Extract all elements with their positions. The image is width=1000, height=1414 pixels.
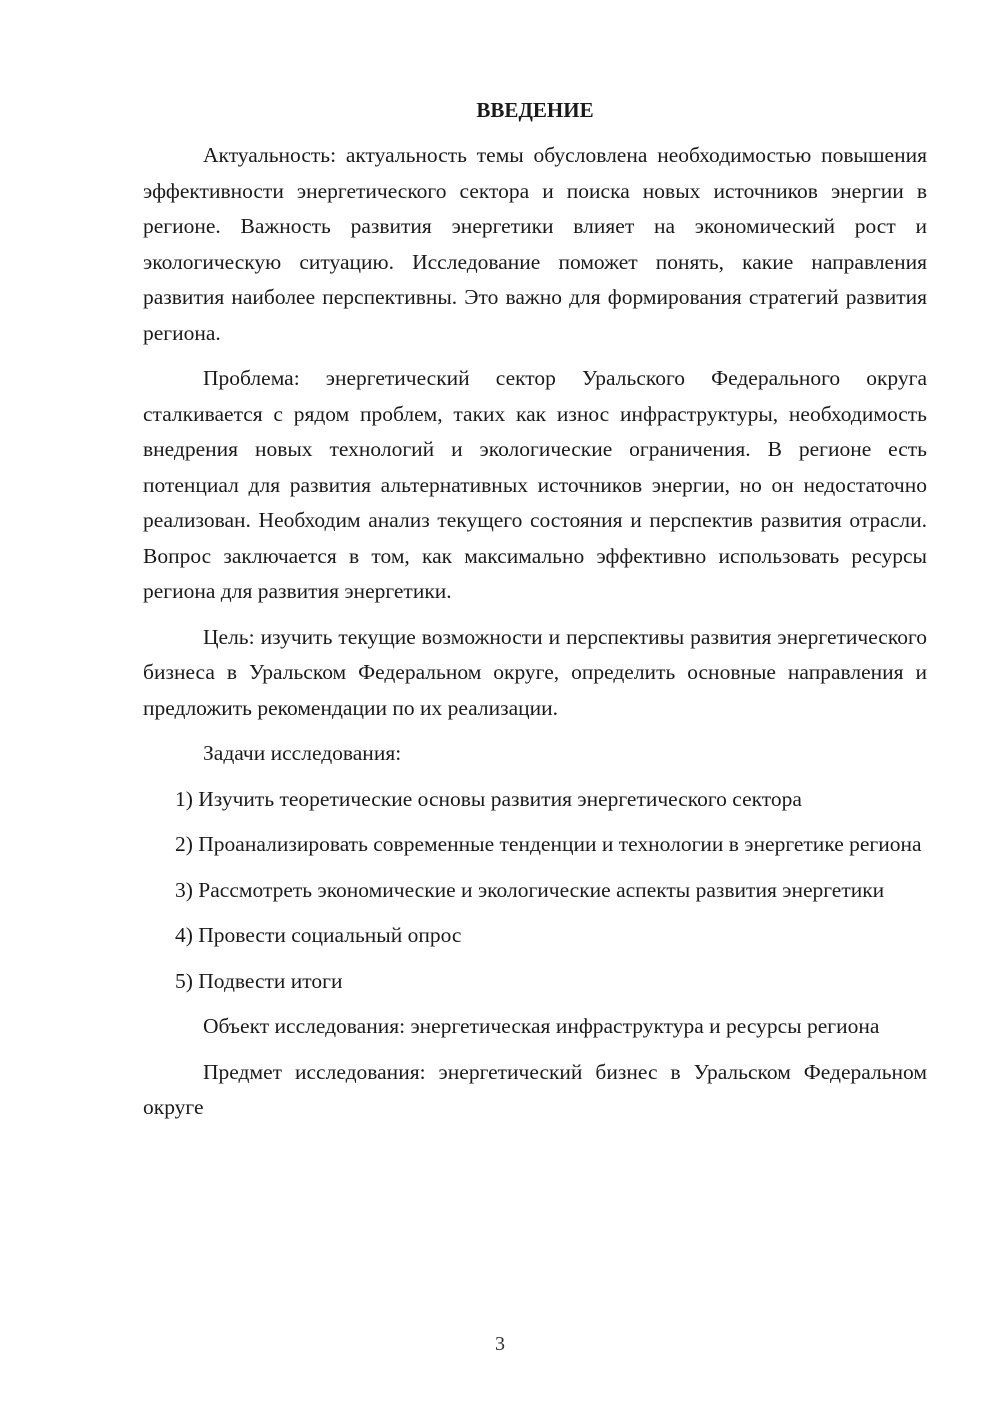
page-number: 3 <box>495 1333 505 1355</box>
document-page <box>143 95 927 1126</box>
relevance-paragraph: Актуальность: актуальность темы обусловлена необходимостью повышения эффективности энергетического сектора и поиска новых источников энергии в регионе. Важность развития энергетики влияет на экономический рост и экологическую ситуацию. Исследование поможет понять, какие направления развития наиболее перспективны. Это важно для формирования стратегий развития региона. <box>143 143 927 345</box>
subject-paragraph: Предмет исследования: энергетический бизнес в Уральском Федеральном округе <box>143 1059 927 1119</box>
task-item: 4) Провести социальный опрос <box>175 923 462 947</box>
object-paragraph: Объект исследования: энергетическая инфраструктура и ресурсы региона <box>203 1014 880 1038</box>
goal-paragraph: Цель: изучить текущие возможности и перспективы развития энергетического бизнеса в Уральском Федеральном округе, определить основные направления и предложить рекомендации по их реализации. <box>143 624 927 720</box>
task-item: 5) Подвести итоги <box>175 968 343 993</box>
task-item: 3) Рассмотреть экономические и экологические аспекты развития энергетики <box>175 877 885 902</box>
tasks-title: Задачи исследования: <box>203 741 402 765</box>
page-title: ВВЕДЕНИЕ <box>476 98 594 122</box>
task-item: 1) Изучить теоретические основы развития энергетического сектора <box>175 786 802 811</box>
task-item: 2) Проанализировать современные тенденции и технологии в энергетике региона <box>175 832 922 856</box>
problem-paragraph: Проблема: энергетический сектор Уральского Федерального округа сталкивается с рядом проблем, таких как износ инфраструктуры, необходимость внедрения новых технологий и экологические ограничения. В регионе есть потенциал для развития альтернативных источников энергии, но он недостаточно реализован. Необходим анализ текущего состояния и перспектив развития отрасли. Вопрос заключается в том, как максимально эффективно использовать ресурсы региона для развития энергетики. <box>143 366 927 603</box>
